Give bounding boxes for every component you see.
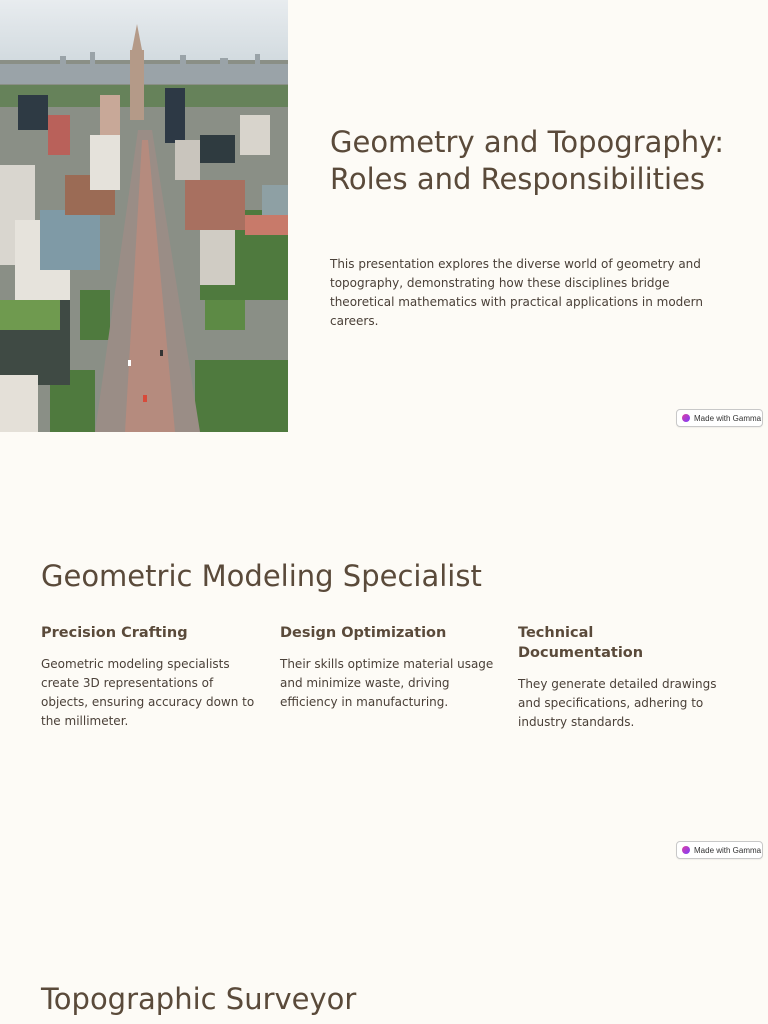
slide-geometric-modeling xyxy=(0,432,768,864)
column-heading: Design Optimization xyxy=(280,625,447,641)
slide-intro-text: This presentation explores the diverse world of geometry and topography, demonstrating how these disciplines bridge theoretical mathematics with practical applications in modern careers. xyxy=(330,257,703,328)
badge-label: Made with Gamma xyxy=(694,413,762,423)
slide-heading: Geometric Modeling Specialist xyxy=(41,559,482,593)
slide-heading: Topographic Surveyor xyxy=(41,982,357,1016)
slide-title xyxy=(0,0,768,432)
gamma-logo-icon xyxy=(682,414,690,422)
slide-title-heading: Geometry and Topography: Roles and Responsibilities xyxy=(330,125,724,196)
column-body: Geometric modeling specialists create 3D representations of objects, ensuring accuracy down to the millimeter. xyxy=(41,657,255,728)
city-aerial-image xyxy=(0,0,288,432)
column-body: They generate detailed drawings and specifications, adhering to industry standards. xyxy=(518,677,717,729)
column-heading: Precision Crafting xyxy=(41,625,188,641)
column-design-optimization xyxy=(280,623,495,712)
made-with-gamma-badge[interactable] xyxy=(676,841,763,859)
column-technical-documentation xyxy=(518,623,723,732)
gamma-logo-icon xyxy=(682,846,690,854)
column-body: Their skills optimize material usage and minimize waste, driving efficiency in manufacturing. xyxy=(280,657,494,709)
made-with-gamma-badge[interactable] xyxy=(676,409,763,427)
slide-topographic-surveyor xyxy=(0,864,768,1024)
column-precision-crafting xyxy=(41,623,256,731)
badge-label: Made with Gamma xyxy=(694,845,762,855)
column-heading: Technical Documentation xyxy=(518,625,644,661)
